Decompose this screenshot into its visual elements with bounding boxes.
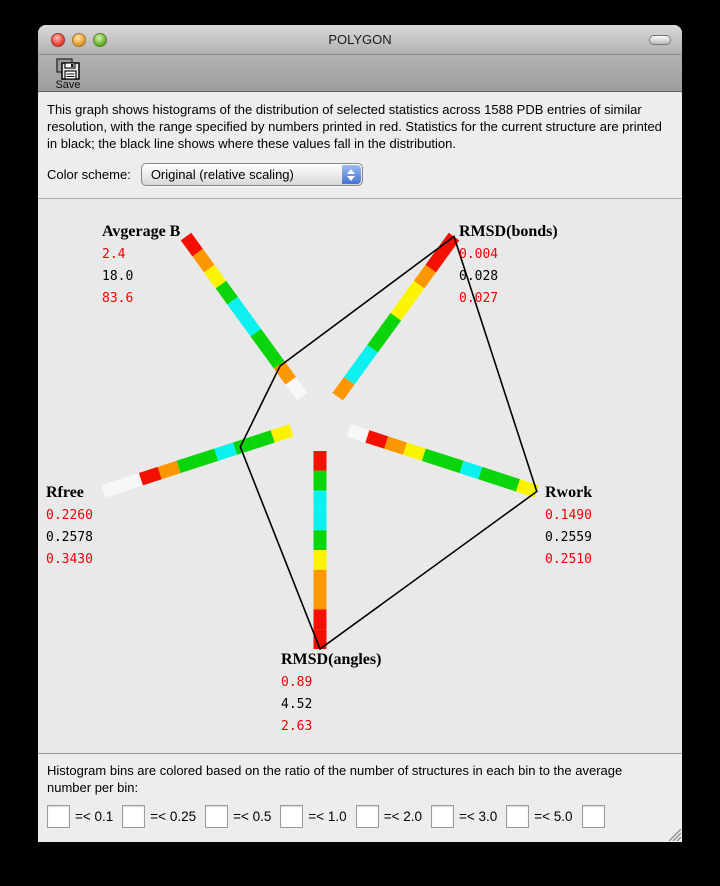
color-scheme-selected-value: Original (relative scaling): [150, 167, 294, 182]
legend-item: [280, 805, 346, 828]
bin-color-swatch: [205, 805, 228, 828]
axis-stats-rfree: [46, 484, 93, 571]
titlebar[interactable]: [38, 25, 682, 55]
axis-max-value: 0.3430: [46, 552, 93, 567]
legend-item-label: =< 0.25: [150, 809, 197, 824]
axis-max-value: 0.2510: [545, 552, 592, 567]
axis-stats-bonds: [459, 223, 558, 310]
bin-color-swatch: [582, 805, 605, 828]
legend-item: [122, 805, 196, 828]
axis-label: RMSD(angles): [281, 651, 382, 668]
legend-item-label: =< 2.0: [383, 809, 422, 824]
axis-max-value: 2.63: [281, 719, 313, 734]
toolbar: [38, 55, 682, 92]
axis-label: Avgerage B: [102, 223, 181, 240]
bin-color-swatch: [431, 805, 454, 828]
axis-min-value: 0.004: [459, 247, 499, 262]
legend-item: [47, 805, 113, 828]
polygon-window: [38, 25, 682, 838]
description-panel: [38, 92, 682, 198]
axis-label: Rfree: [46, 484, 84, 501]
axis-current-value: 4.52: [281, 697, 313, 712]
legend-item-label: =< 0.1: [75, 809, 114, 824]
popup-arrows-icon: [342, 165, 361, 184]
axis-min-value: 0.2260: [46, 508, 93, 523]
window-title: POLYGON: [328, 32, 392, 47]
legend-item: [356, 805, 422, 828]
axis-current-value: 18.0: [102, 269, 134, 284]
legend-item: [506, 805, 572, 828]
axis-current-value: 0.2559: [545, 530, 592, 545]
axis-min-value: 2.4: [102, 247, 126, 262]
axis-stats-rwork: [545, 484, 592, 571]
legend-item-label: =< 5.0: [534, 809, 573, 824]
axis-stats-angles: [281, 651, 381, 738]
axis-max-value: 83.6: [102, 291, 134, 306]
bin-color-swatch: [356, 805, 379, 828]
toolbar-toggle-button[interactable]: [649, 35, 671, 45]
axis-current-value: 0.2578: [46, 530, 93, 545]
bin-color-swatch: [47, 805, 70, 828]
axis-stats-avgb: [102, 223, 180, 310]
color-scheme-select[interactable]: [141, 163, 363, 186]
axis-label: Rwork: [545, 484, 593, 501]
legend-item-label: =< 0.5: [233, 809, 272, 824]
save-button[interactable]: [47, 56, 89, 91]
legend-item: [431, 805, 497, 828]
bin-color-swatch: [280, 805, 303, 828]
legend-item: [205, 805, 271, 828]
bin-color-legend: [47, 805, 672, 828]
axis-current-value: 0.028: [459, 269, 499, 284]
save-icon: [56, 58, 80, 80]
plot-area: [38, 198, 682, 754]
legend-item: [582, 805, 610, 828]
legend-panel: [38, 754, 682, 842]
axis-label: RMSD(bonds): [459, 223, 558, 240]
legend-item-label: =< 3.0: [458, 809, 498, 824]
bin-color-swatch: [506, 805, 529, 828]
axis-min-value: 0.1490: [545, 508, 592, 523]
legend-description: Histogram bins are colored based on the ratio of the number of structures in each bin to the average number per bin:: [47, 763, 623, 795]
axis-min-value: 0.89: [281, 675, 313, 690]
description-text: This graph shows histograms of the distribution of selected statistics across 1588 PDB entries of similar resolution, with the range specified by numbers printed in red. Statistics for the current structure are printed in black; the black line shows where these values fall in the distribution.: [47, 102, 662, 151]
bin-color-swatch: [122, 805, 145, 828]
axis-max-value: 0.027: [459, 291, 499, 306]
legend-item-label: =< 1.0: [308, 809, 347, 824]
save-button-label: Save: [55, 79, 81, 91]
color-scheme-label: Color scheme:: [47, 167, 131, 182]
resize-grip[interactable]: [666, 826, 681, 841]
